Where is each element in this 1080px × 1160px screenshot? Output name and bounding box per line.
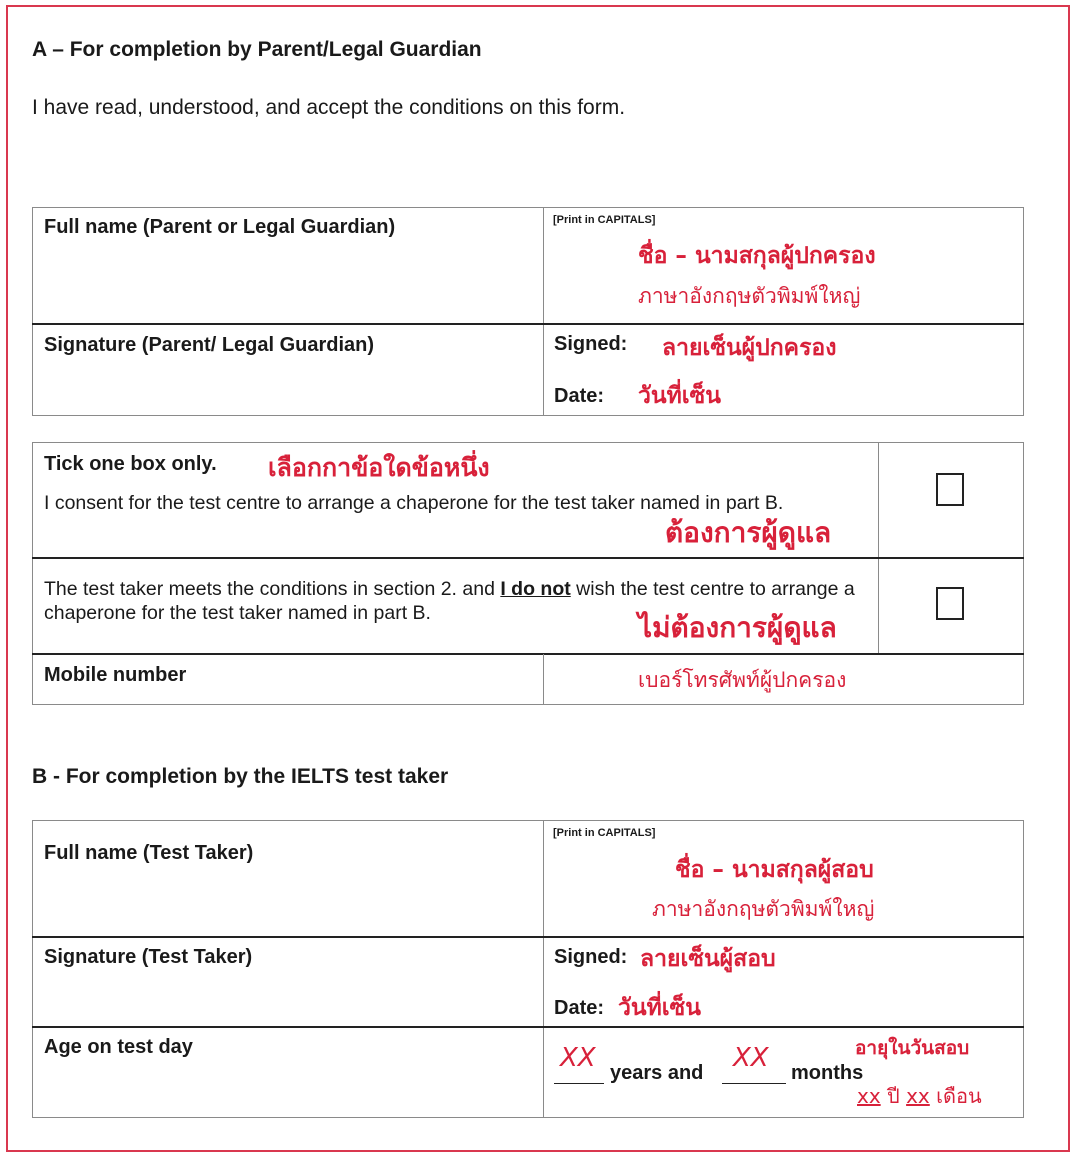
age-thai-xx-months: xx bbox=[906, 1084, 930, 1108]
table-divider bbox=[878, 442, 879, 654]
print-capitals-note: [Print in CAPITALS] bbox=[553, 214, 656, 226]
years-text: years and bbox=[610, 1062, 704, 1084]
age-annotation: อายุในวันสอบ bbox=[855, 1037, 970, 1059]
table-divider bbox=[543, 654, 544, 705]
age-label: Age on test day bbox=[44, 1036, 193, 1058]
option-consent-annotation: ต้องการผู้ดูแล bbox=[665, 516, 832, 549]
tick-annotation: เลือกกาข้อใดข้อหนึ่ง bbox=[268, 453, 490, 482]
consent-checkbox[interactable] bbox=[936, 473, 964, 506]
tick-instruction: Tick one box only. bbox=[44, 453, 217, 475]
option-decline-annotation: ไม่ต้องการผู้ดูแล bbox=[638, 611, 837, 644]
parent-name-annotation: ชื่อ – นามสกุลผู้ปกครอง bbox=[638, 243, 876, 269]
age-thai-month: เดือน bbox=[936, 1084, 982, 1108]
option-decline-emphasis: I do not bbox=[500, 578, 571, 600]
section-b-heading: B - For completion by the IELTS test taker bbox=[32, 765, 449, 788]
table-divider bbox=[543, 207, 544, 416]
taker-date-label: Date: bbox=[554, 997, 605, 1019]
option-decline-text-post: wish the test centre to arrange a chaperone for the test taker named in part B. bbox=[44, 578, 855, 624]
print-capitals-note: [Print in CAPITALS] bbox=[553, 827, 656, 839]
section-a-heading: A – For completion by Parent/Legal Guardian bbox=[32, 38, 482, 61]
table-row-divider bbox=[32, 653, 1024, 655]
taker-date-annotation[interactable]: วันที่เซ็น bbox=[618, 995, 701, 1021]
months-handwritten: XX bbox=[733, 1043, 769, 1073]
months-blank[interactable] bbox=[722, 1083, 786, 1084]
years-handwritten: XX bbox=[560, 1043, 596, 1073]
taker-signed-annotation[interactable]: ลายเซ็นผู้สอบ bbox=[640, 946, 776, 972]
table-row-divider bbox=[32, 557, 1024, 559]
parent-full-name-label: Full name (Parent or Legal Guardian) bbox=[44, 216, 396, 238]
parent-signed-annotation[interactable]: ลายเซ็นผู้ปกครอง bbox=[662, 335, 837, 361]
mobile-number-label: Mobile number bbox=[44, 664, 187, 686]
mobile-number-annotation[interactable]: เบอร์โทรศัพท์ผู้ปกครอง bbox=[638, 668, 847, 692]
parent-date-label: Date: bbox=[554, 385, 605, 407]
years-blank[interactable] bbox=[554, 1083, 604, 1084]
taker-name-annotation: ชื่อ – นามสกุลผู้สอบ bbox=[675, 857, 874, 883]
taker-signature-label: Signature (Test Taker) bbox=[44, 946, 253, 968]
parent-name-annotation-2[interactable]: ภาษาอังกฤษตัวพิมพ์ใหญ่ bbox=[638, 284, 861, 308]
table-row-divider bbox=[32, 936, 1024, 938]
table-row-divider bbox=[32, 1026, 1024, 1028]
taker-signed-label: Signed: bbox=[554, 946, 628, 968]
option-consent-text: I consent for the test centre to arrange a chaperone for the test taker named in part B. bbox=[44, 492, 784, 514]
parent-date-annotation[interactable]: วันที่เซ็น bbox=[638, 383, 721, 409]
parent-signed-label: Signed: bbox=[554, 333, 628, 355]
parent-signature-label: Signature (Parent/ Legal Guardian) bbox=[44, 334, 375, 356]
taker-name-annotation-2[interactable]: ภาษาอังกฤษตัวพิมพ์ใหญ่ bbox=[652, 897, 875, 921]
table-divider bbox=[543, 820, 544, 1118]
age-thai-xx-years: xx bbox=[857, 1084, 881, 1108]
table-row-divider bbox=[32, 323, 1024, 325]
section-a-statement: I have read, understood, and accept the conditions on this form. bbox=[32, 96, 626, 119]
taker-full-name-label: Full name (Test Taker) bbox=[44, 842, 254, 864]
age-thai-year: ปี bbox=[887, 1084, 900, 1108]
option-decline-text-pre: The test taker meets the conditions in section 2. and bbox=[44, 578, 501, 600]
decline-checkbox[interactable] bbox=[936, 587, 964, 620]
age-thai-annotation bbox=[857, 1080, 982, 1112]
months-text: months bbox=[791, 1062, 864, 1084]
